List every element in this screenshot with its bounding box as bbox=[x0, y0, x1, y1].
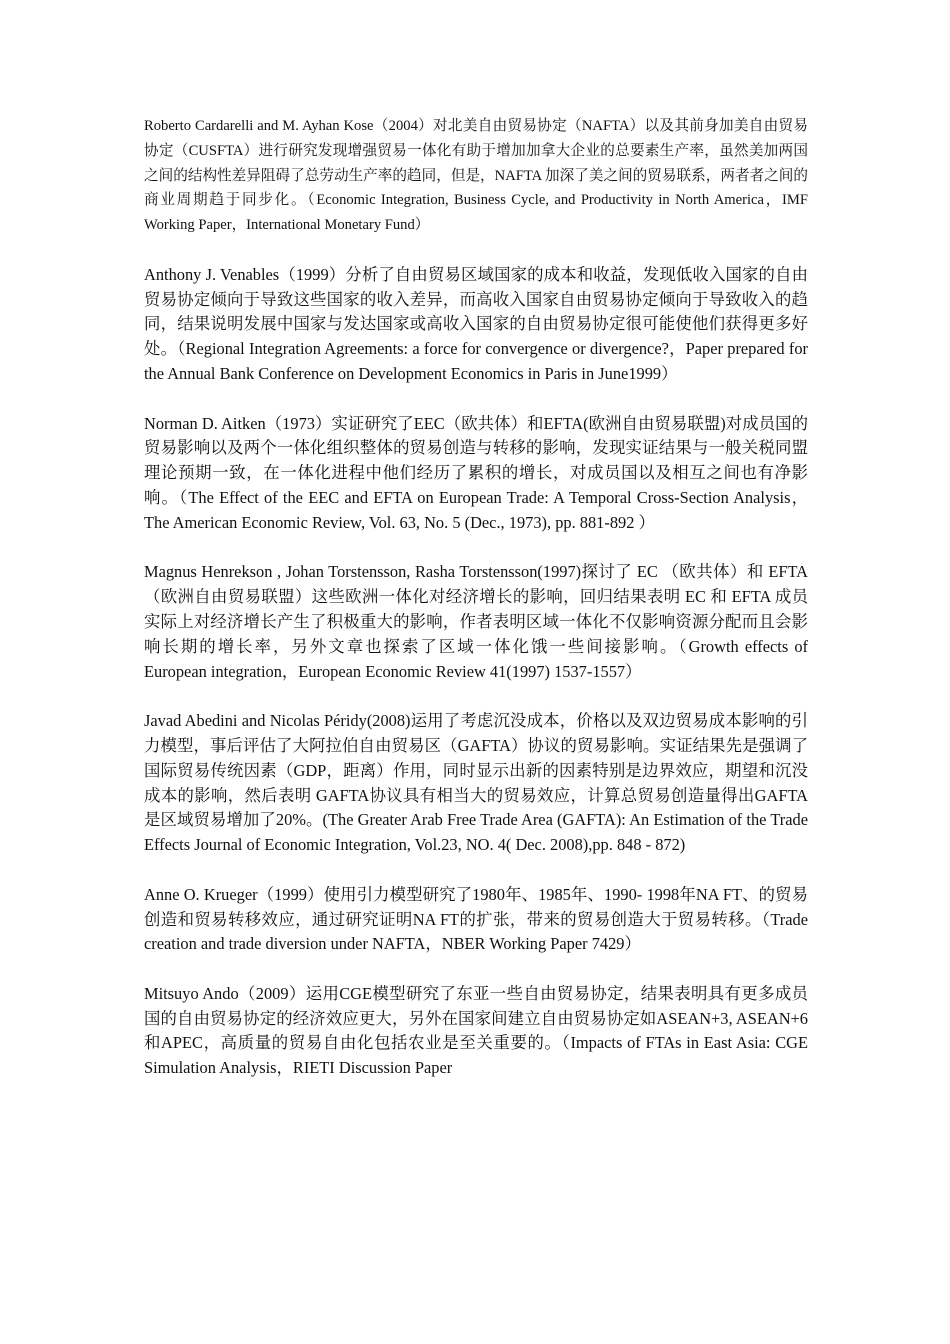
document-page bbox=[144, 114, 808, 1081]
paragraph-gap bbox=[144, 957, 808, 982]
paragraph-abedini-peridy: Javad Abedini and Nicolas Péridy(2008)运用了考虑沉没成本，价格以及双边贸易成本影响的引力模型，事后评估了大阿拉伯自由贸易区（GAFTA）协议的贸易影响。实证结果先是强调了国际贸易传统因素（GDP，距离）作用，同时显示出新的因素特别是边界效应，期望和沉没成本的影响，然后表明 GAFTA协议具有相当大的贸易效应，计算总贸易创造量得出GAFTA是区域贸易增加了20%。(The Greater Arab Free Trade Area (GAFTA): An Estimation of the Trade Effects Journal of Economic Integration, Vol.23, NO. 4( Dec. 2008),pp. 848 - 872) bbox=[144, 711, 808, 855]
paragraph-aitken: Norman D. Aitken（1973）实证研究了EEC（欧共体）和EFTA(欧洲自由贸易联盟)对成员国的贸易影响以及两个一体化组织整体的贸易创造与转移的影响，发现实证结果与一般关税同盟理论预期一致，在一体化进程中他们经历了累积的增长，对成员国以及相互之间也有净影响。（The Effect of the EEC and EFTA on European Trade: A Temporal Cross-Section Analysis，The American Economic Review, Vol. 63, No. 5 (Dec., 1973), pp. 881-892 ） bbox=[144, 413, 808, 532]
paragraph-gap bbox=[144, 387, 808, 412]
paragraph-krueger: Anne O. Krueger（1999）使用引力模型研究了1980年、1985年、1990- 1998年NA FT、的贸易创造和贸易转移效应，通过研究证明NA FT的扩张，带来的贸易创造大于贸易转移。（Trade creation and trade diversion under NAFTA，NBER Working Paper 7429） bbox=[144, 884, 808, 954]
paragraph-henrekson: Magnus Henrekson , Johan Torstensson, Rasha Torstensson(1997)探讨了 EC （欧共体）和 EFTA（欧洲自由贸易联盟）这些欧洲一体化对经济增长的影响，回归结果表明 EC 和 EFTA 成员实际上对经济增长产生了积极重大的影响，作者表明区域一体化不仅影响资源分配而且会影响长期的增长率，另外文章也探索了区域一体化饿一些间接影响。（Growth effects of European integration，European Economic Review 41(1997) 1537-1557） bbox=[144, 562, 808, 681]
paragraph-gap bbox=[144, 684, 808, 709]
paragraph-gap bbox=[144, 536, 808, 561]
paragraph-gap bbox=[144, 858, 808, 883]
paragraph-cardarelli-kose: Roberto Cardarelli and M. Ayhan Kose（2004）对北美自由贸易协定（NAFTA）以及其前身加美自由贸易协定（CUSFTA）进行研究发现增强贸易一体化有助于增加加拿大企业的总要素生产率，虽然美加两国之间的结构性差异阻碍了总劳动生产率的趋同，但是，NAFTA 加深了美之间的贸易联系，两者者之间的商业周期趋于同步化。（Economic Integration, Business Cycle, and Productivity in North America，IMF Working Paper，International Monetary Fund） bbox=[144, 118, 808, 234]
paragraph-ando: Mitsuyo Ando（2009）运用CGE模型研究了东亚一些自由贸易协定，结果表明具有更多成员国的自由贸易协定的经济效应更大，另外在国家间建立自由贸易协定如ASEAN+3, ASEAN+6和APEC，高质量的贸易自由化包括农业是至关重要的。（Impacts of FTAs in East Asia: CGE Simulation Analysis，RIETI Discussion Paper bbox=[144, 983, 808, 1078]
paragraph-gap bbox=[144, 238, 808, 263]
paragraph-venables: Anthony J. Venables（1999）分析了自由贸易区域国家的成本和收益，发现低收入国家的自由贸易协定倾向于导致这些国家的收入差异，而高收入国家自由贸易协定倾向于导致收入的趋同，结果说明发展中国家与发达国家或高收入国家的自由贸易协定很可能使他们获得更多好处。（Regional Integration Agreements: a force for convergence or divergence?，Paper prepared for the Annual Bank Conference on Development Economics in Paris in June1999） bbox=[144, 264, 808, 383]
